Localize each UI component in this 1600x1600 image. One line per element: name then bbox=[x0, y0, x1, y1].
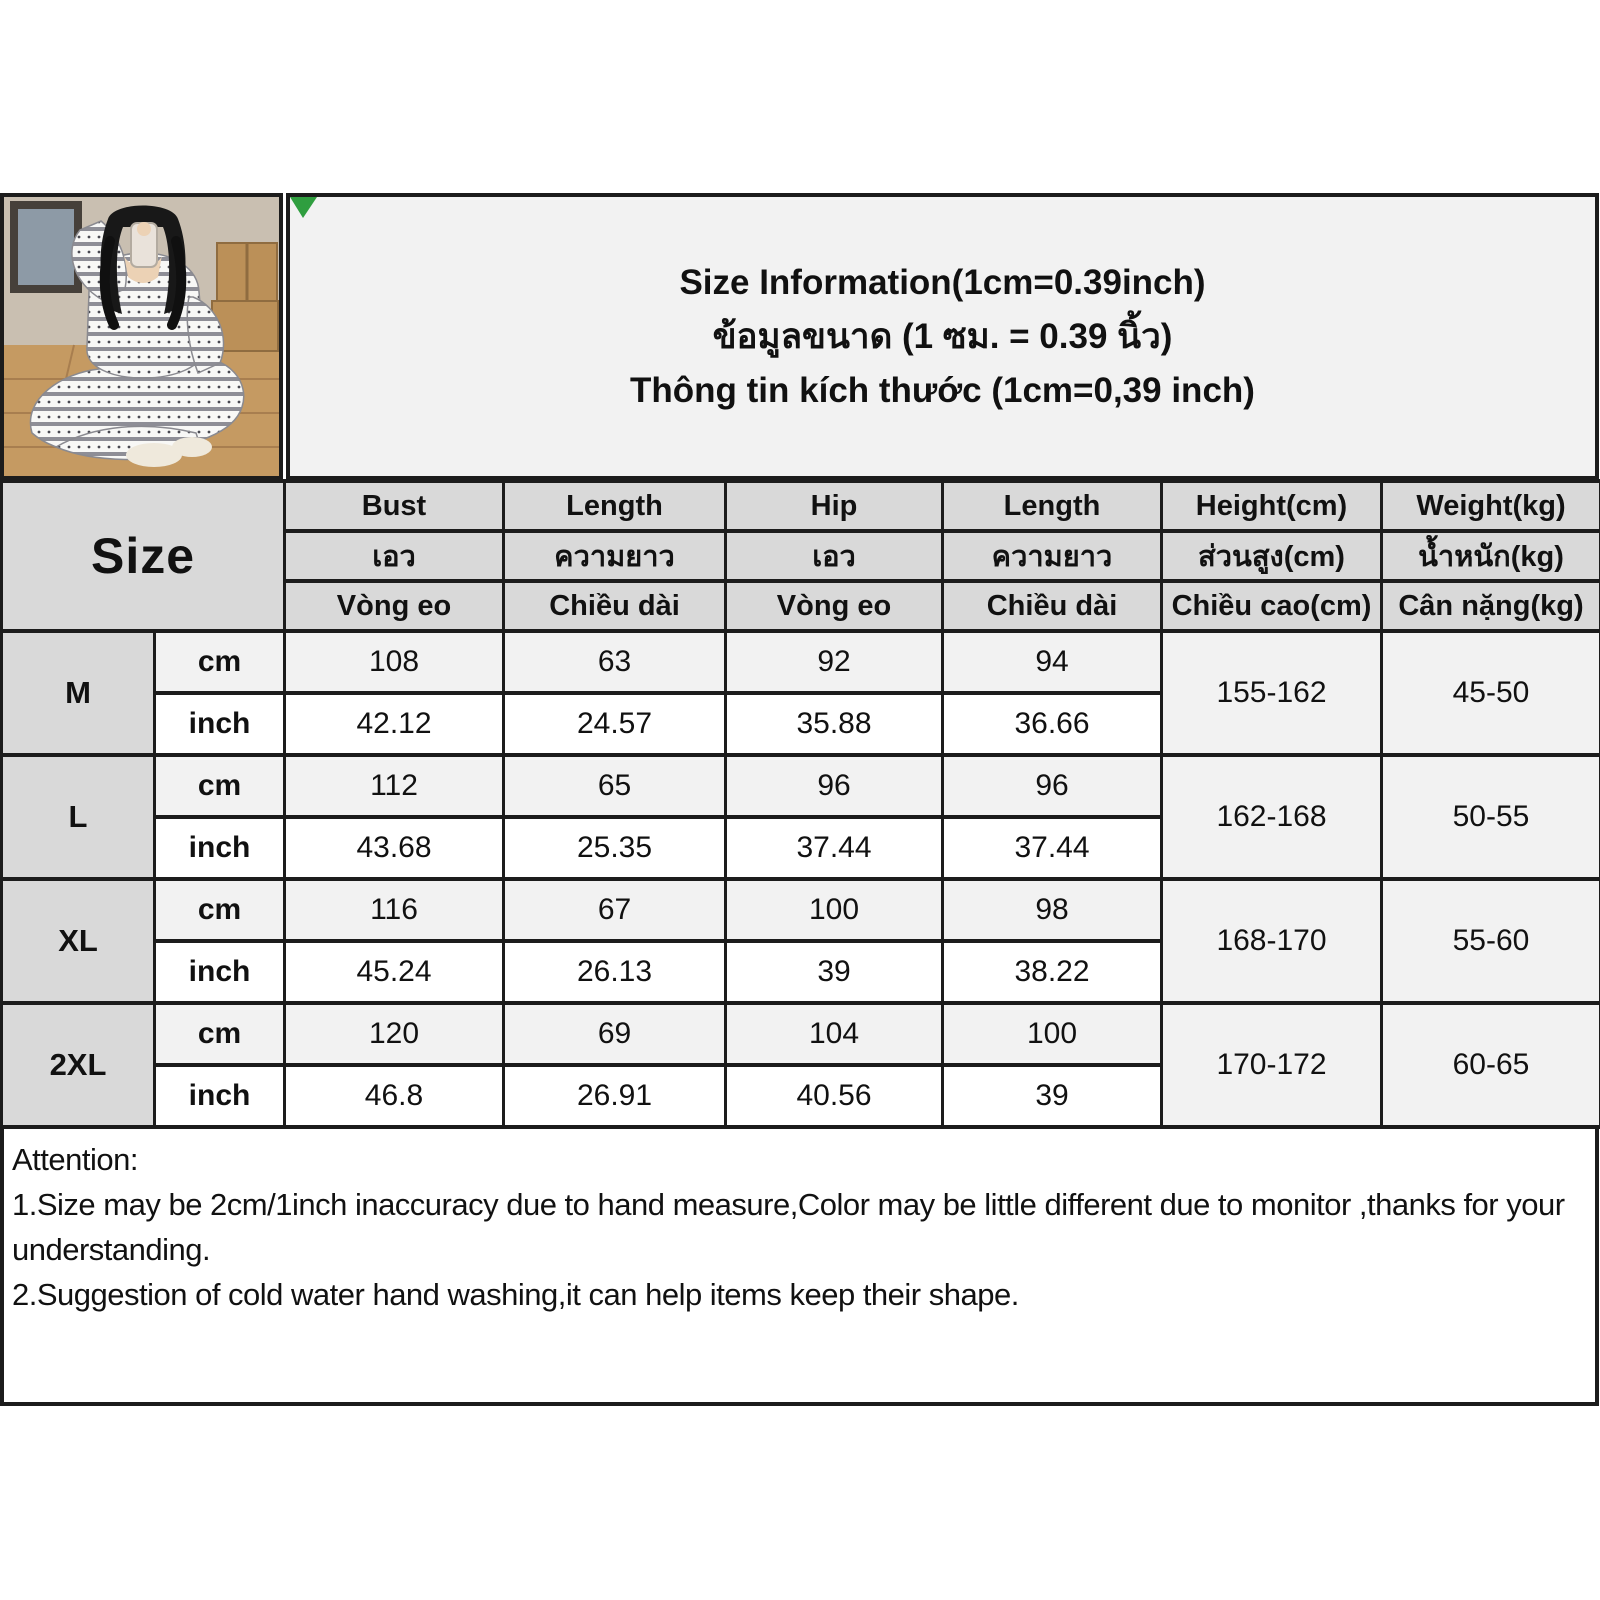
title-box bbox=[286, 193, 1599, 480]
cell-weight: 60-65 bbox=[1382, 1003, 1600, 1127]
cell-length2-inch: 37.44 bbox=[943, 817, 1162, 879]
col-header-weight-en: Weight(kg) bbox=[1382, 481, 1600, 531]
cell-height: 170-172 bbox=[1162, 1003, 1382, 1127]
cell-length2-cm: 96 bbox=[943, 755, 1162, 817]
cell-length2-cm: 100 bbox=[943, 1003, 1162, 1065]
cell-hip-inch: 40.56 bbox=[726, 1065, 943, 1127]
unit-label-inch: inch bbox=[155, 693, 285, 755]
cell-hip-inch: 35.88 bbox=[726, 693, 943, 755]
cell-hip-cm: 100 bbox=[726, 879, 943, 941]
cell-height: 168-170 bbox=[1162, 879, 1382, 1003]
cell-height: 155-162 bbox=[1162, 631, 1382, 755]
cell-length-inch: 24.57 bbox=[504, 693, 726, 755]
cell-hip-cm: 92 bbox=[726, 631, 943, 693]
col-header-weight-vi: Cân nặng(kg) bbox=[1382, 581, 1600, 631]
col-header-length-th: ความยาว bbox=[504, 531, 726, 581]
cell-bust-inch: 43.68 bbox=[285, 817, 504, 879]
attention-note-1: 1.Size may be 2cm/1inch inaccuracy due to hand measure,Color may be little different due to monitor ,thanks for your understanding. bbox=[12, 1187, 1565, 1267]
cell-length-inch: 25.35 bbox=[504, 817, 726, 879]
cell-length-cm: 69 bbox=[504, 1003, 726, 1065]
cell-bust-inch: 45.24 bbox=[285, 941, 504, 1003]
attention-heading: Attention: bbox=[12, 1142, 138, 1177]
size-label-xl: XL bbox=[2, 879, 155, 1003]
col-header-length2-en: Length bbox=[943, 481, 1162, 531]
cell-length2-inch: 36.66 bbox=[943, 693, 1162, 755]
col-header-height-vi: Chiều cao(cm) bbox=[1162, 581, 1382, 631]
corner-marker-icon bbox=[290, 197, 318, 219]
pajama-model-illustration bbox=[4, 197, 279, 476]
col-header-bust-th: เอว bbox=[285, 531, 504, 581]
cell-length-cm: 65 bbox=[504, 755, 726, 817]
product-photo bbox=[0, 193, 283, 480]
unit-label-cm: cm bbox=[155, 1003, 285, 1065]
cell-hip-inch: 37.44 bbox=[726, 817, 943, 879]
cell-length2-cm: 94 bbox=[943, 631, 1162, 693]
cell-weight: 50-55 bbox=[1382, 755, 1600, 879]
cell-weight: 45-50 bbox=[1382, 631, 1600, 755]
cell-weight: 55-60 bbox=[1382, 879, 1600, 1003]
cell-hip-cm: 104 bbox=[726, 1003, 943, 1065]
unit-label-cm: cm bbox=[155, 631, 285, 693]
cell-length-inch: 26.91 bbox=[504, 1065, 726, 1127]
col-header-hip-en: Hip bbox=[726, 481, 943, 531]
col-header-length2-vi: Chiều dài bbox=[943, 581, 1162, 631]
top-row bbox=[0, 193, 1599, 480]
col-header-weight-th: น้ำหนัก(kg) bbox=[1382, 531, 1600, 581]
cell-hip-inch: 39 bbox=[726, 941, 943, 1003]
cell-height: 162-168 bbox=[1162, 755, 1382, 879]
col-header-length-vi: Chiều dài bbox=[504, 581, 726, 631]
size-table bbox=[0, 479, 1600, 1129]
cell-hip-cm: 96 bbox=[726, 755, 943, 817]
cell-length-cm: 63 bbox=[504, 631, 726, 693]
cell-length-inch: 26.13 bbox=[504, 941, 726, 1003]
size-label-2xl: 2XL bbox=[2, 1003, 155, 1127]
unit-label-cm: cm bbox=[155, 879, 285, 941]
col-header-bust-vi: Vòng eo bbox=[285, 581, 504, 631]
title-vi: Thông tin kích thước (1cm=0,39 inch) bbox=[630, 370, 1255, 410]
col-header-hip-vi: Vòng eo bbox=[726, 581, 943, 631]
unit-label-cm: cm bbox=[155, 755, 285, 817]
col-header-length-en: Length bbox=[504, 481, 726, 531]
cell-bust-cm: 116 bbox=[285, 879, 504, 941]
cell-bust-inch: 46.8 bbox=[285, 1065, 504, 1127]
cell-bust-cm: 112 bbox=[285, 755, 504, 817]
col-header-bust-en: Bust bbox=[285, 481, 504, 531]
cell-bust-cm: 108 bbox=[285, 631, 504, 693]
attention-note-2: 2.Suggestion of cold water hand washing,it can help items keep their shape. bbox=[12, 1277, 1019, 1312]
size-label-l: L bbox=[2, 755, 155, 879]
cell-length2-cm: 98 bbox=[943, 879, 1162, 941]
unit-label-inch: inch bbox=[155, 1065, 285, 1127]
title-th: ข้อมูลขนาด (1 ซม. = 0.39 นิ้ว) bbox=[712, 316, 1173, 356]
col-header-height-en: Height(cm) bbox=[1162, 481, 1382, 531]
cell-bust-cm: 120 bbox=[285, 1003, 504, 1065]
col-header-length2-th: ความยาว bbox=[943, 531, 1162, 581]
col-header-hip-th: เอว bbox=[726, 531, 943, 581]
col-header-height-th: ส่วนสูง(cm) bbox=[1162, 531, 1382, 581]
size-label-m: M bbox=[2, 631, 155, 755]
title-en: Size Information(1cm=0.39inch) bbox=[679, 262, 1206, 302]
size-header: Size bbox=[2, 481, 285, 631]
unit-label-inch: inch bbox=[155, 941, 285, 1003]
unit-label-inch: inch bbox=[155, 817, 285, 879]
cell-length2-inch: 39 bbox=[943, 1065, 1162, 1127]
cell-length2-inch: 38.22 bbox=[943, 941, 1162, 1003]
cell-length-cm: 67 bbox=[504, 879, 726, 941]
attention-box bbox=[0, 1129, 1599, 1406]
cell-bust-inch: 42.12 bbox=[285, 693, 504, 755]
